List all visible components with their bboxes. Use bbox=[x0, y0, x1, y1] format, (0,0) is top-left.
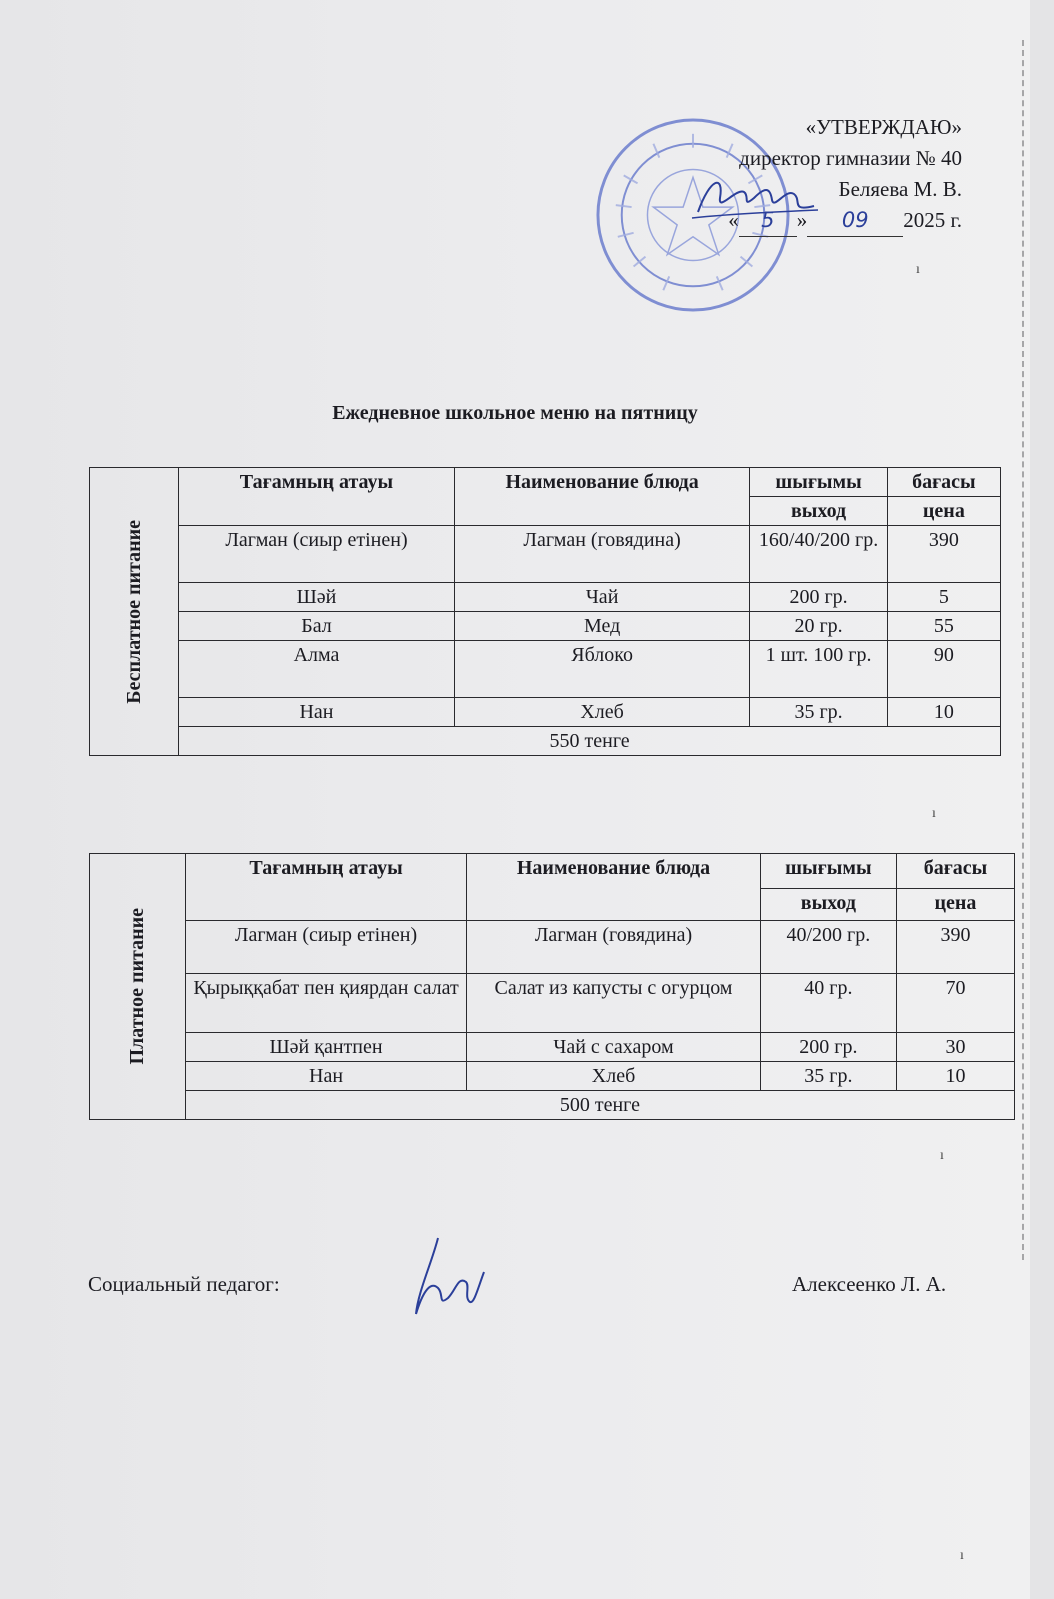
date-day: 5 bbox=[739, 205, 797, 237]
header-price-ru: цена bbox=[887, 497, 1000, 526]
cell-price: 10 bbox=[896, 1062, 1014, 1091]
footer-role: Социальный педагог: bbox=[88, 1272, 280, 1296]
free-menu-side-label: Бесплатное питание bbox=[123, 519, 146, 704]
cell-price: 90 bbox=[887, 641, 1000, 698]
cell-kz: Шәй қантпен bbox=[185, 1033, 466, 1062]
approval-position: директор гимназии № 40 bbox=[739, 146, 962, 170]
table-row bbox=[90, 1033, 1015, 1062]
cell-output: 35 гр. bbox=[760, 1062, 896, 1091]
cell-output: 20 гр. bbox=[750, 612, 887, 641]
header-output-ru: выход bbox=[750, 497, 887, 526]
cell-output: 35 гр. bbox=[750, 698, 887, 727]
table-row bbox=[90, 698, 1001, 727]
free-menu-total: 550 тенге bbox=[179, 727, 1001, 756]
cell-price: 55 bbox=[887, 612, 1000, 641]
header-kz-name: Тағамның атауы bbox=[185, 854, 466, 921]
director-signature bbox=[690, 168, 820, 224]
table-row bbox=[90, 526, 1001, 583]
date-close-quote: » bbox=[796, 208, 808, 232]
cell-output: 1 шт. 100 гр. bbox=[750, 641, 887, 698]
free-menu-side-cell bbox=[90, 468, 179, 756]
social-pedagogue-signature bbox=[408, 1232, 488, 1322]
table-row bbox=[90, 583, 1001, 612]
header-ru-name: Наименование блюда bbox=[467, 854, 761, 921]
page-title: Ежедневное школьное меню на пятницу bbox=[332, 402, 698, 424]
cell-output: 40 гр. bbox=[760, 974, 896, 1033]
cell-ru: Мед bbox=[454, 612, 750, 641]
cell-kz: Бал bbox=[179, 612, 455, 641]
header-output-ru: выход bbox=[760, 889, 896, 921]
header-price-ru: цена bbox=[896, 889, 1014, 921]
footer-name: Алексеенко Л. А. bbox=[792, 1272, 947, 1296]
header-output-kz: шығымы bbox=[750, 468, 887, 497]
scan-mark: ı bbox=[932, 806, 936, 821]
paid-menu-total: 500 тенге bbox=[185, 1091, 1014, 1120]
paid-menu-side-label: Платное питание bbox=[126, 908, 149, 1065]
paid-menu-table bbox=[89, 853, 1015, 1120]
cell-kz: Нан bbox=[185, 1062, 466, 1091]
date-year: 2025 г. bbox=[903, 208, 962, 232]
cell-ru: Яблоко bbox=[454, 641, 750, 698]
cell-price: 390 bbox=[896, 921, 1014, 974]
cell-kz: Нан bbox=[179, 698, 455, 727]
free-menu-table bbox=[89, 467, 1001, 756]
scan-mark: ı bbox=[960, 1548, 964, 1563]
cell-price: 70 bbox=[896, 974, 1014, 1033]
cell-ru: Лагман (говядина) bbox=[467, 921, 761, 974]
cell-kz: Лагман (сиыр етінен) bbox=[179, 526, 455, 583]
cell-kz: Шәй bbox=[179, 583, 455, 612]
header-price-kz: бағасы bbox=[887, 468, 1000, 497]
header-ru-name: Наименование блюда bbox=[454, 468, 750, 526]
cell-kz: Алма bbox=[179, 641, 455, 698]
table-row bbox=[90, 641, 1001, 698]
cell-output: 160/40/200 гр. bbox=[750, 526, 887, 583]
table-row bbox=[90, 612, 1001, 641]
table-row bbox=[90, 1062, 1015, 1091]
date-month: 09 bbox=[807, 205, 903, 237]
paid-menu-side-cell bbox=[90, 854, 186, 1120]
cell-kz: Қырыққабат пен қиярдан салат bbox=[185, 974, 466, 1033]
header-kz-name: Тағамның атауы bbox=[179, 468, 455, 526]
table-row bbox=[90, 921, 1015, 974]
cell-price: 390 bbox=[887, 526, 1000, 583]
cell-ru: Хлеб bbox=[454, 698, 750, 727]
scan-mark: ı bbox=[916, 262, 920, 277]
cell-ru: Хлеб bbox=[467, 1062, 761, 1091]
cell-ru: Чай bbox=[454, 583, 750, 612]
table-row bbox=[90, 974, 1015, 1033]
scan-mark: ı bbox=[940, 1148, 944, 1163]
page-edge-shadow bbox=[1022, 40, 1046, 1260]
cell-kz: Лагман (сиыр етінен) bbox=[185, 921, 466, 974]
cell-ru: Чай с сахаром bbox=[467, 1033, 761, 1062]
approval-heading: «УТВЕРЖДАЮ» bbox=[805, 115, 962, 139]
header-price-kz: бағасы bbox=[896, 854, 1014, 889]
cell-output: 200 гр. bbox=[760, 1033, 896, 1062]
cell-ru: Салат из капусты с огурцом bbox=[467, 974, 761, 1033]
cell-price: 30 bbox=[896, 1033, 1014, 1062]
cell-price: 5 bbox=[887, 583, 1000, 612]
approval-name: Беляева М. В. bbox=[838, 177, 962, 201]
cell-output: 40/200 гр. bbox=[760, 921, 896, 974]
date-open-quote: « bbox=[728, 208, 739, 232]
header-output-kz: шығымы bbox=[760, 854, 896, 889]
cell-ru: Лагман (говядина) bbox=[454, 526, 750, 583]
cell-price: 10 bbox=[887, 698, 1000, 727]
cell-output: 200 гр. bbox=[750, 583, 887, 612]
